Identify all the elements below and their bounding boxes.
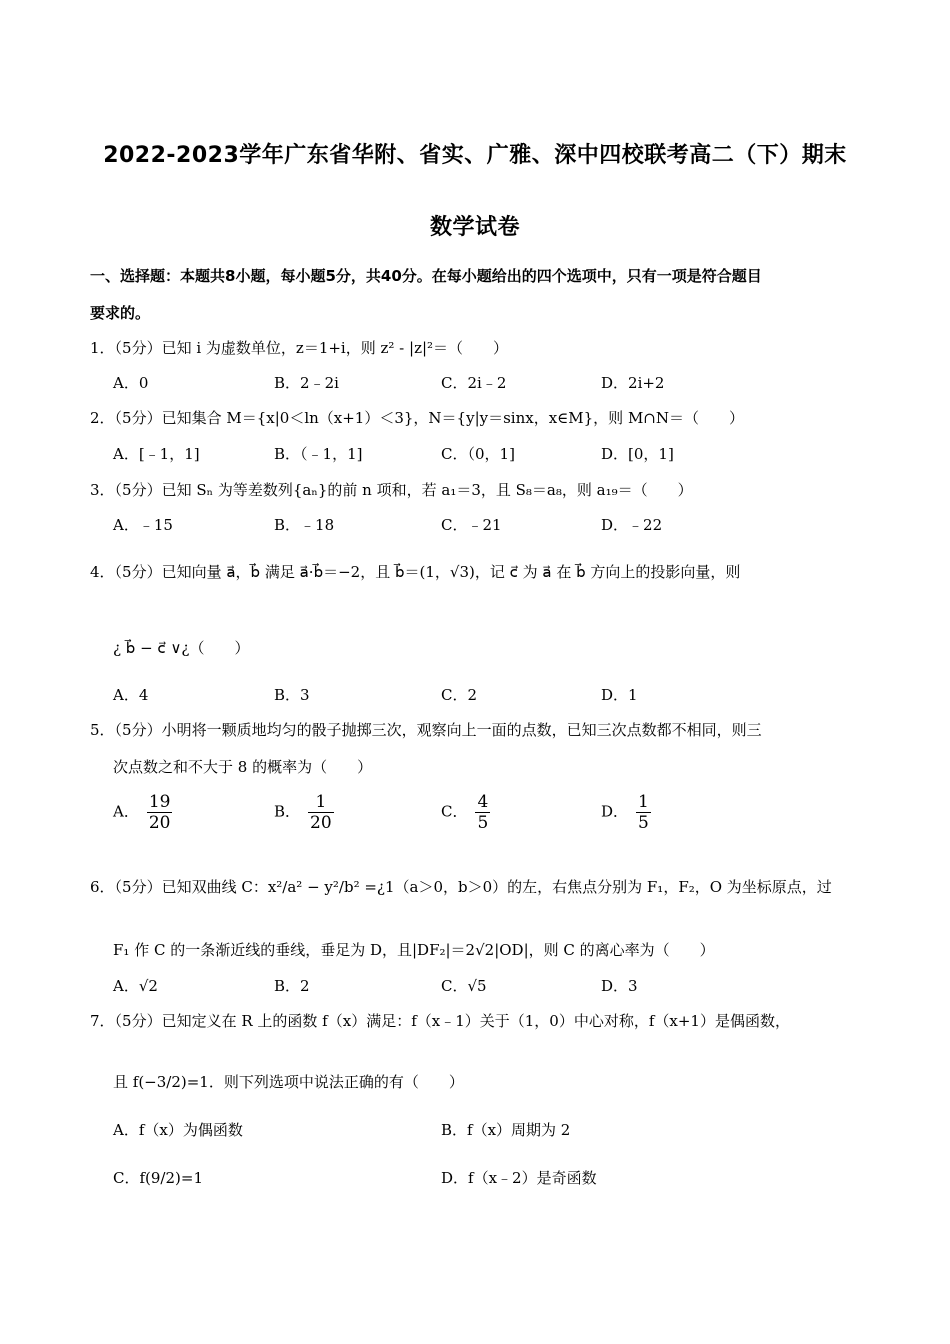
option-label: D． <box>601 802 629 821</box>
question-3-stem: 3．（5分）已知 Sₙ 为等差数列{aₙ}的前 n 项和，若 a₁＝3，且 S₈＝a₈，则 a₁₉＝（ ） <box>90 481 693 499</box>
question-5-option-b <box>274 792 334 833</box>
question-2-option-c: C．（0，1] <box>441 445 515 463</box>
fraction <box>475 792 490 833</box>
question-5-stem: 5．（5分）小明将一颗质地均匀的骰子抛掷三次，观察向上一面的点数，已知三次点数都不相同，则三 <box>90 721 762 739</box>
question-2-option-a: A．[﹣1，1] <box>113 445 200 463</box>
fraction <box>636 792 651 833</box>
question-7-option-a: A．f（x）为偶函数 <box>113 1121 243 1139</box>
question-6-option-c: C．√5 <box>441 977 487 995</box>
fraction <box>308 792 334 833</box>
question-7-option-d: D．f（x﹣2）是奇函数 <box>441 1169 597 1187</box>
title-line-2: 数学试卷 <box>429 215 520 240</box>
question-5-option-a <box>113 792 172 833</box>
question-4-stem-cont: ¿ b⃗ − c⃗ ∨¿（ ） <box>113 639 250 657</box>
question-7-stem: 7．（5分）已知定义在 R 上的函数 f（x）满足：f（x﹣1）关于（1，0）中心对称，f（x+1）是偶函数， <box>90 1012 790 1030</box>
question-6-stem-cont: F₁ 作 C 的一条渐近线的垂线，垂足为 D，且|DF₂|＝2√2|OD|，则 C 的离心率为（ ） <box>113 941 715 959</box>
option-label: C． <box>441 802 468 821</box>
question-4-option-d: D．1 <box>601 686 638 704</box>
numerator: 1 <box>638 792 649 812</box>
question-3-option-c: C．﹣21 <box>441 516 502 534</box>
question-5-option-d <box>601 792 651 833</box>
title-line-1: 2022-2023学年广东省华附、省实、广雅、深中四校联考高二（下）期末 <box>103 143 847 168</box>
fraction <box>147 792 173 833</box>
denominator: 20 <box>310 813 332 833</box>
denominator: 20 <box>148 813 171 833</box>
numerator: 19 <box>148 792 171 812</box>
question-3-option-b: B．﹣18 <box>274 516 335 534</box>
question-6-option-a: A．√2 <box>113 977 158 995</box>
question-7-option-b: B．f（x）周期为 2 <box>441 1121 571 1139</box>
question-5-option-c <box>441 792 490 833</box>
question-3-option-d: D．﹣22 <box>601 516 663 534</box>
question-6-stem: 6．（5分）已知双曲线 C：x²/a² − y²/b² =¿1（a＞0，b＞0）的左，右焦点分别为 F₁，F₂，O 为坐标原点，过 <box>90 878 832 896</box>
numerator: 4 <box>477 792 489 812</box>
section-heading-cont: 要求的。 <box>90 304 151 322</box>
question-6-option-b: B．2 <box>274 977 310 995</box>
question-1-stem: 1．（5分）已知 i 为虚数单位，z＝1+i，则 z² - |z|²＝（ ） <box>90 339 509 357</box>
denominator: 5 <box>638 813 649 833</box>
question-4-option-a: A．4 <box>113 686 149 704</box>
question-2-option-d: D．[0，1] <box>601 445 674 463</box>
question-7-stem-cont: 且 f(−3/2)=1．则下列选项中说法正确的有（ ） <box>113 1073 464 1091</box>
question-1-option-d: D．2i+2 <box>601 374 665 392</box>
question-3-option-a: A．﹣15 <box>113 516 173 534</box>
question-4-option-b: B．3 <box>274 686 310 704</box>
question-1-option-b: B．2﹣2i <box>274 374 339 392</box>
question-4-stem: 4．（5分）已知向量 a⃗，b⃗ 满足 a⃗·b⃗＝−2，且 b⃗＝(1，√3)，记 c⃗ 为 a⃗ 在 b⃗ 方向上的投影向量，则 <box>90 563 741 581</box>
question-4-option-c: C．2 <box>441 686 478 704</box>
question-7-option-c: C．f(9/2)=1 <box>113 1169 203 1187</box>
question-2-option-b: B．（﹣1，1] <box>274 445 363 463</box>
option-label: A． <box>113 802 139 821</box>
denominator: 5 <box>477 813 489 833</box>
question-1-option-a: A．0 <box>113 374 149 392</box>
section-heading: 一、选择题：本题共8小题，每小题5分，共40分。在每小题给出的四个选项中，只有一项是符合题目 <box>90 267 762 285</box>
question-1-option-c: C．2i﹣2 <box>441 374 507 392</box>
numerator: 1 <box>308 792 334 813</box>
question-6-option-d: D．3 <box>601 977 638 995</box>
option-label: B． <box>274 802 301 821</box>
question-5-stem-cont: 次点数之和不大于 8 的概率为（ ） <box>113 758 373 776</box>
question-2-stem: 2．（5分）已知集合 M＝{x|0＜ln（x+1）＜3}，N＝{y|y＝sinx，x∈M}，则 M∩N＝（ ） <box>90 409 745 427</box>
